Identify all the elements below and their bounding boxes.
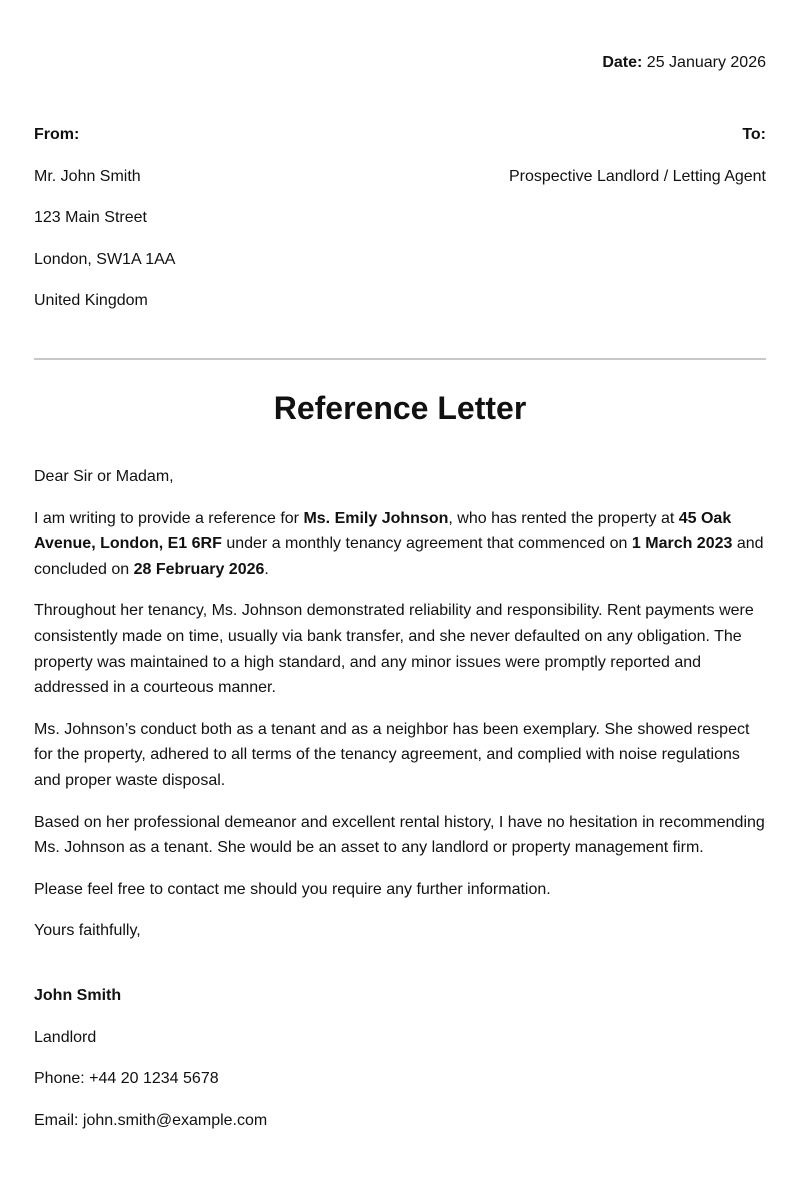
signatory-phone: Phone: +44 20 1234 5678	[34, 1070, 219, 1087]
from-label: From:	[34, 126, 80, 143]
paragraph-conduct: Ms. Johnson’s conduct both as a tenant and as a neighbor has been exemplary. She showed respect for the property, adhered to all terms of the tenancy agreement, and complied with noise regulations and proper waste disposal.	[34, 720, 750, 789]
paragraph-recommendation: Based on her professional demeanor and excellent rental history, I have no hesitation in recommending Ms. Johnson as a tenant. She would be an asset to any landlord or property management firm.	[34, 813, 765, 857]
recipient-name: Prospective Landlord / Letting Agent	[508, 167, 766, 185]
tenancy-start-date: 1 March 2023	[631, 535, 733, 553]
tenant-name: Ms. Emily Johnson	[303, 509, 449, 527]
sender-country: United Kingdom	[34, 292, 148, 309]
intro-text-5: .	[264, 560, 269, 578]
letter-title: Reference Letter	[273, 390, 527, 426]
signatory-email: Email: john.smith@example.com	[34, 1111, 268, 1129]
sender-name: Mr. John Smith	[34, 167, 141, 185]
intro-text-3: under a monthly tenancy agreement that commenced on	[221, 535, 632, 553]
intro-text-1: I am writing to provide a reference for	[34, 509, 304, 527]
intro-text-4: and concluded on	[34, 535, 764, 578]
paragraph-introduction	[34, 506, 766, 583]
intro-text-2: , who has rented the property at	[448, 509, 679, 527]
date-value: 25 January 2026	[646, 54, 766, 71]
paragraph-contact: Please feel free to contact me should you require any further information.	[34, 880, 551, 898]
date-label: Date:	[602, 54, 643, 71]
letter-body	[34, 464, 766, 960]
header-divider	[34, 358, 766, 360]
to-label: To:	[742, 126, 766, 143]
tenancy-end-date: 28 February 2026	[133, 560, 265, 578]
property-address: 45 Oak Avenue, London, E1 6RF	[34, 509, 732, 553]
salutation: Dear Sir or Madam,	[34, 468, 174, 485]
sender-city: London, SW1A 1AA	[34, 250, 176, 268]
signatory-name: John Smith	[34, 987, 122, 1004]
sender-address-block	[34, 126, 394, 334]
letter-date	[602, 54, 766, 72]
signature-block	[34, 987, 766, 1153]
paragraph-reliability: Throughout her tenancy, Ms. Johnson demonstrated reliability and responsibility. Rent payments were consistently made on time, usually via bank transfer, and she never defaulted on any obligation. The property was maintained to a high standard, and any minor issues were promptly reported and addressed in a courteous manner.	[34, 602, 754, 697]
sender-street: 123 Main Street	[34, 209, 147, 226]
recipient-address-block	[406, 126, 766, 209]
closing: Yours faithfully,	[34, 922, 141, 940]
signatory-role: Landlord	[34, 1028, 97, 1046]
